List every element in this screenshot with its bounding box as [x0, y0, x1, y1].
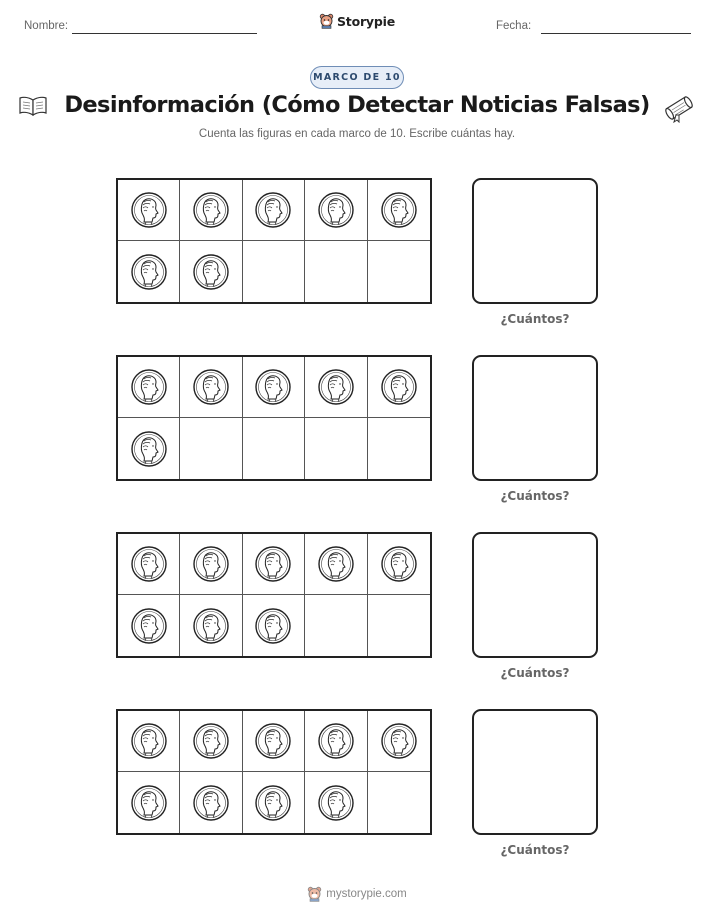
- frame-cell: [368, 711, 430, 772]
- coin-profile-icon: [380, 722, 418, 760]
- name-label: Nombre:: [24, 20, 69, 32]
- footer-mascot-icon: [307, 886, 322, 902]
- page-title: Desinformación (Cómo Detectar Noticias Falsas): [64, 92, 650, 118]
- frame-cell: [118, 241, 180, 302]
- coin-profile-icon: [130, 430, 168, 468]
- frame-cell: [368, 418, 430, 479]
- brand-name: Storypie: [337, 13, 395, 29]
- frame-cell: [180, 241, 242, 302]
- ten-frame-1: [116, 178, 432, 304]
- frame-cell: [305, 772, 367, 833]
- coin-profile-icon: [130, 253, 168, 291]
- frame-cell: [118, 711, 180, 772]
- frame-cell: [305, 595, 367, 656]
- scroll-icon: [662, 93, 696, 123]
- coin-profile-icon: [254, 607, 292, 645]
- count-question-2: ¿Cuántos?: [500, 489, 570, 503]
- answer-box-4[interactable]: [472, 709, 598, 835]
- frame-cell: [180, 595, 242, 656]
- frame-cell: [368, 595, 430, 656]
- frame-cell: [118, 180, 180, 241]
- coin-profile-icon: [130, 368, 168, 406]
- answer-box-2[interactable]: [472, 355, 598, 481]
- storypie-mascot-icon: [319, 13, 334, 29]
- coin-profile-icon: [380, 368, 418, 406]
- frame-cell: [305, 357, 367, 418]
- coin-profile-icon: [254, 368, 292, 406]
- frame-cell: [305, 180, 367, 241]
- coin-profile-icon: [317, 191, 355, 229]
- frame-cell: [180, 180, 242, 241]
- coin-profile-icon: [192, 191, 230, 229]
- frame-cell: [305, 418, 367, 479]
- open-book-icon: [18, 95, 48, 117]
- frame-cell: [118, 534, 180, 595]
- coin-profile-icon: [130, 607, 168, 645]
- coin-profile-icon: [130, 722, 168, 760]
- coin-profile-icon: [192, 545, 230, 583]
- coin-profile-icon: [130, 784, 168, 822]
- coin-profile-icon: [254, 722, 292, 760]
- coin-profile-icon: [192, 722, 230, 760]
- count-question-1: ¿Cuántos?: [500, 312, 570, 326]
- frame-cell: [243, 418, 305, 479]
- ten-frame-3: [116, 532, 432, 658]
- footer-url[interactable]: mystorypie.com: [326, 888, 407, 900]
- frame-cell: [118, 357, 180, 418]
- frame-cell: [118, 772, 180, 833]
- footer: [0, 886, 714, 907]
- frame-cell: [368, 772, 430, 833]
- frame-cell: [243, 772, 305, 833]
- frame-cell: [118, 418, 180, 479]
- ten-frame-4: [116, 709, 432, 835]
- coin-profile-icon: [317, 368, 355, 406]
- count-question-3: ¿Cuántos?: [500, 666, 570, 680]
- coin-profile-icon: [130, 545, 168, 583]
- frame-cell: [305, 711, 367, 772]
- frame-cell: [180, 357, 242, 418]
- frame-cell: [243, 534, 305, 595]
- coin-profile-icon: [254, 191, 292, 229]
- frame-cell: [368, 534, 430, 595]
- coin-profile-icon: [380, 191, 418, 229]
- frame-cell: [180, 711, 242, 772]
- worksheet-type-badge: MARCO DE 10: [310, 66, 404, 89]
- coin-profile-icon: [192, 368, 230, 406]
- frame-cell: [180, 534, 242, 595]
- coin-profile-icon: [192, 784, 230, 822]
- frame-cell: [305, 534, 367, 595]
- frame-cell: [243, 711, 305, 772]
- coin-profile-icon: [317, 545, 355, 583]
- frame-cell: [118, 595, 180, 656]
- coin-profile-icon: [192, 253, 230, 291]
- frame-cell: [368, 357, 430, 418]
- frame-cell: [243, 241, 305, 302]
- frame-cell: [243, 357, 305, 418]
- coin-profile-icon: [380, 545, 418, 583]
- answer-box-3[interactable]: [472, 532, 598, 658]
- frame-cell: [243, 595, 305, 656]
- frame-cell: [180, 772, 242, 833]
- frame-cell: [368, 241, 430, 302]
- brand-logo: [0, 13, 714, 34]
- frame-cell: [243, 180, 305, 241]
- instructions: Cuenta las figuras en cada marco de 10. Escribe cuántas hay.: [198, 128, 516, 140]
- frame-cell: [180, 418, 242, 479]
- coin-profile-icon: [317, 722, 355, 760]
- date-label: Fecha:: [496, 20, 532, 32]
- count-question-4: ¿Cuántos?: [500, 843, 570, 857]
- coin-profile-icon: [254, 784, 292, 822]
- frame-cell: [305, 241, 367, 302]
- frame-cell: [368, 180, 430, 241]
- answer-box-1[interactable]: [472, 178, 598, 304]
- coin-profile-icon: [192, 607, 230, 645]
- ten-frame-2: [116, 355, 432, 481]
- date-line[interactable]: [541, 33, 691, 34]
- coin-profile-icon: [317, 784, 355, 822]
- coin-profile-icon: [254, 545, 292, 583]
- coin-profile-icon: [130, 191, 168, 229]
